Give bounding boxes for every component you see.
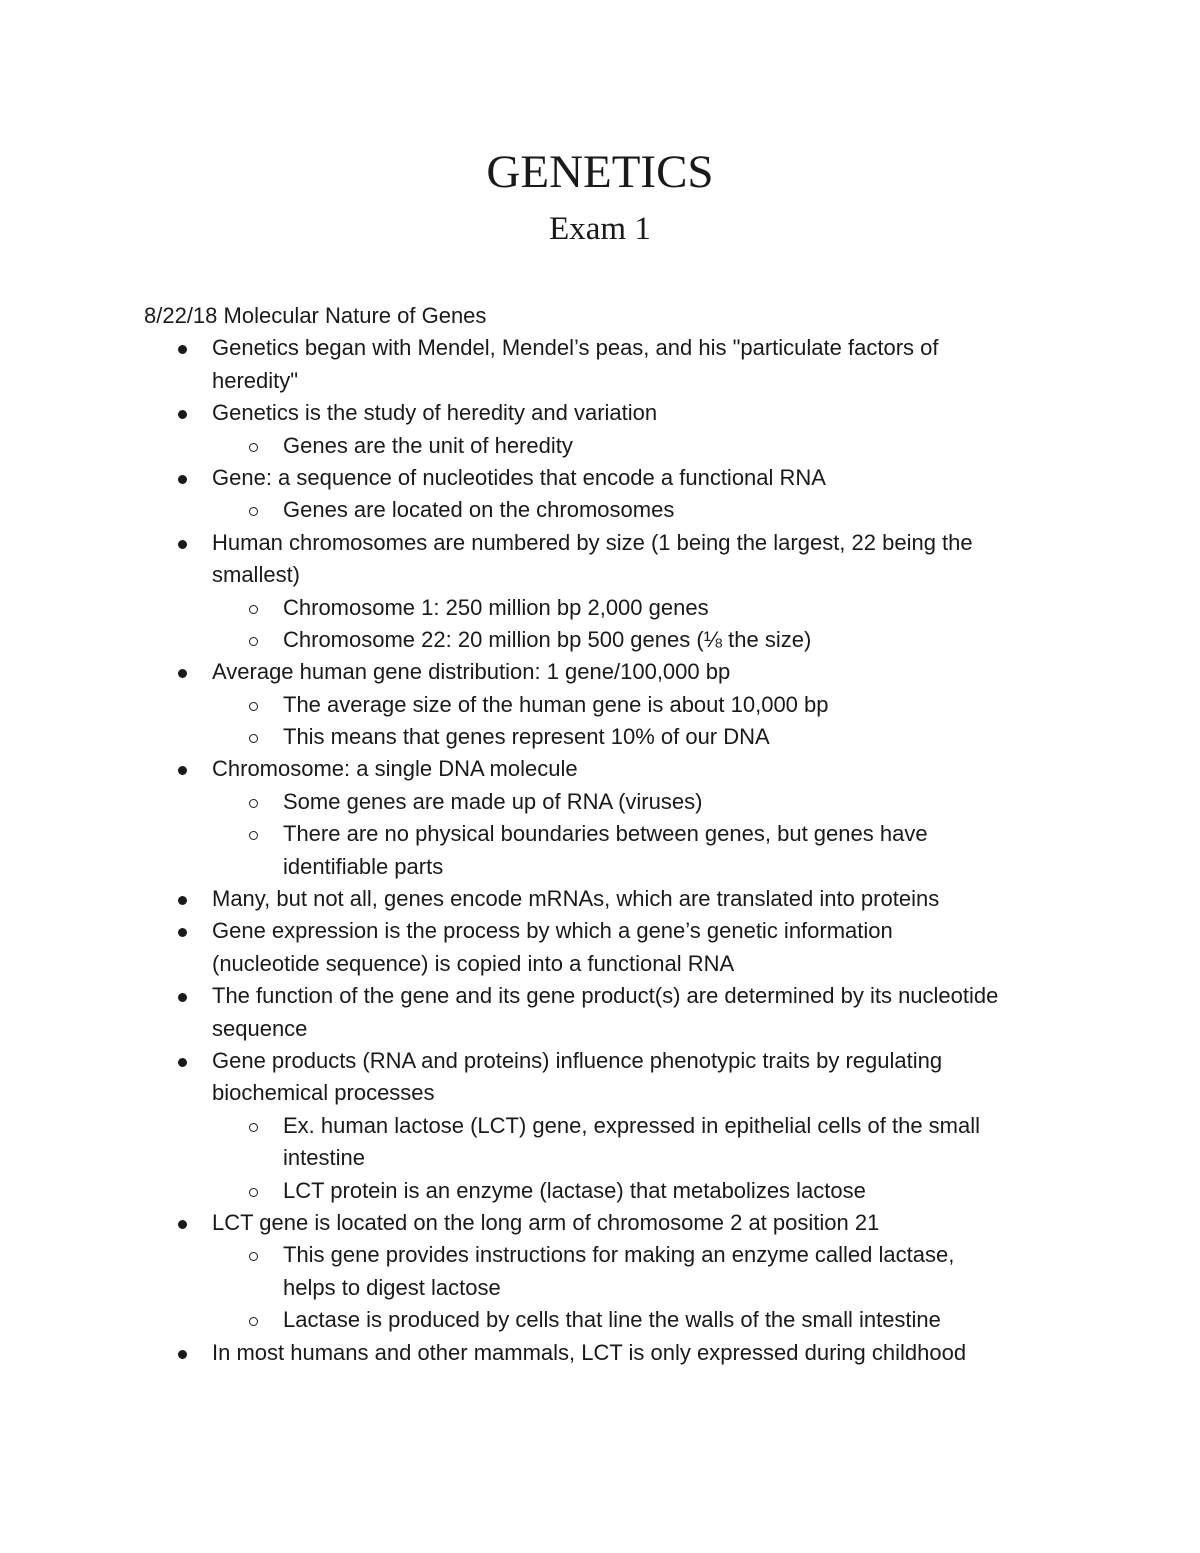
sub-list-item (0, 494, 1200, 526)
list-item (0, 462, 1200, 494)
bullet-icon (178, 993, 187, 1002)
bullet-icon (178, 1220, 187, 1229)
bullet-icon (178, 669, 187, 678)
list-item-continuation (0, 365, 1200, 397)
sub-list-item (0, 624, 1200, 656)
sub-list-item-text: Chromosome 22: 20 million bp 500 genes (⅛ the size) (283, 626, 812, 652)
list-item (0, 397, 1200, 429)
document-subtitle: Exam 1 (549, 211, 651, 247)
list-item-text: biochemical processes (212, 1080, 435, 1106)
list-item-continuation (0, 1013, 1200, 1045)
list-item-text: (nucleotide sequence) is copied into a functional RNA (212, 950, 735, 976)
list-item-continuation (0, 948, 1200, 980)
list-item-text: sequence (212, 1015, 308, 1041)
list-item-text: Genetics began with Mendel, Mendel’s peas, and his "particulate factors of (212, 335, 939, 361)
hollow-bullet-icon (249, 831, 258, 840)
list-item-text: heredity" (212, 367, 299, 393)
hollow-bullet-icon (249, 605, 258, 614)
hollow-bullet-icon (249, 702, 258, 711)
list-item (0, 980, 1200, 1012)
sub-list-item-continuation (0, 1142, 1200, 1174)
bullet-icon (178, 896, 187, 905)
list-item (0, 753, 1200, 785)
sub-list-item-text: The average size of the human gene is about 10,000 bp (283, 691, 829, 717)
bullet-icon (178, 1058, 187, 1067)
hollow-bullet-icon (249, 1252, 258, 1261)
hollow-bullet-icon (249, 507, 258, 516)
sub-list-item-text: Ex. human lactose (LCT) gene, expressed in epithelial cells of the small (283, 1112, 981, 1138)
list-item (0, 915, 1200, 947)
sub-list-item-text: Some genes are made up of RNA (viruses) (283, 788, 703, 814)
list-item (0, 1207, 1200, 1239)
list-item-text: The function of the gene and its gene product(s) are determined by its nucleotide (212, 983, 999, 1009)
list-item (0, 527, 1200, 559)
list-item-text: LCT gene is located on the long arm of chromosome 2 at position 21 (212, 1209, 880, 1235)
list-item (0, 1337, 1200, 1369)
sub-list-item-continuation (0, 1272, 1200, 1304)
list-item-text: Many, but not all, genes encode mRNAs, which are translated into proteins (212, 886, 940, 912)
hollow-bullet-icon (249, 1317, 258, 1326)
list-item-continuation (0, 559, 1200, 591)
bullet-icon (178, 540, 187, 549)
list-item (0, 1045, 1200, 1077)
sub-list-item-text: This means that genes represent 10% of our DNA (283, 724, 770, 750)
sub-list-item-text: There are no physical boundaries between genes, but genes have (283, 821, 928, 847)
list-item-continuation (0, 1077, 1200, 1109)
sub-list-item (0, 689, 1200, 721)
sub-list-item (0, 721, 1200, 753)
hollow-bullet-icon (249, 637, 258, 646)
list-item (0, 656, 1200, 688)
sub-list-item-text: Genes are located on the chromosomes (283, 497, 675, 523)
sub-list-item (0, 1175, 1200, 1207)
sub-list-item (0, 592, 1200, 624)
document-title: GENETICS (486, 146, 714, 198)
list-item-text: Chromosome: a single DNA molecule (212, 756, 578, 782)
hollow-bullet-icon (249, 1123, 258, 1132)
hollow-bullet-icon (249, 734, 258, 743)
sub-list-item-text: helps to digest lactose (283, 1274, 501, 1300)
bullet-icon (178, 345, 187, 354)
list-item-text: smallest) (212, 562, 301, 588)
bullet-icon (178, 1350, 187, 1359)
sub-list-item (0, 1304, 1200, 1336)
bullet-icon (178, 766, 187, 775)
list-item-text: In most humans and other mammals, LCT is only expressed during childhood (212, 1339, 967, 1365)
list-item-text: Human chromosomes are numbered by size (1 being the largest, 22 being the (212, 529, 973, 555)
sub-list-item (0, 1110, 1200, 1142)
bullet-icon (178, 410, 187, 419)
hollow-bullet-icon (249, 799, 258, 808)
bullet-icon (178, 928, 187, 937)
sub-list-item (0, 1239, 1200, 1271)
sub-list-item (0, 818, 1200, 850)
list-item (0, 332, 1200, 364)
notes-body (0, 300, 1200, 1369)
list-item-text: Genetics is the study of heredity and variation (212, 400, 658, 426)
sub-list-item-text: Genes are the unit of heredity (283, 432, 573, 458)
bullet-icon (178, 475, 187, 484)
list-item (0, 883, 1200, 915)
section-heading: 8/22/18 Molecular Nature of Genes (144, 303, 487, 328)
sub-list-item-text: Lactase is produced by cells that line the walls of the small intestine (283, 1307, 941, 1333)
sub-list-item (0, 430, 1200, 462)
sub-list-item-text: LCT protein is an enzyme (lactase) that metabolizes lactose (283, 1177, 866, 1203)
sub-list-item (0, 786, 1200, 818)
list-item-text: Gene: a sequence of nucleotides that encode a functional RNA (212, 464, 826, 490)
hollow-bullet-icon (249, 1188, 258, 1197)
list-item-text: Gene products (RNA and proteins) influence phenotypic traits by regulating (212, 1047, 943, 1073)
list-item-text: Average human gene distribution: 1 gene/100,000 bp (212, 659, 731, 685)
sub-list-item-text: This gene provides instructions for making an enzyme called lactase, (283, 1242, 955, 1268)
sub-list-item-text: identifiable parts (283, 853, 444, 879)
sub-list-item-continuation (0, 851, 1200, 883)
list-item-text: Gene expression is the process by which a gene’s genetic information (212, 918, 893, 944)
sub-list-item-text: Chromosome 1: 250 million bp 2,000 genes (283, 594, 709, 620)
sub-list-item-text: intestine (283, 1145, 365, 1171)
hollow-bullet-icon (249, 443, 258, 452)
